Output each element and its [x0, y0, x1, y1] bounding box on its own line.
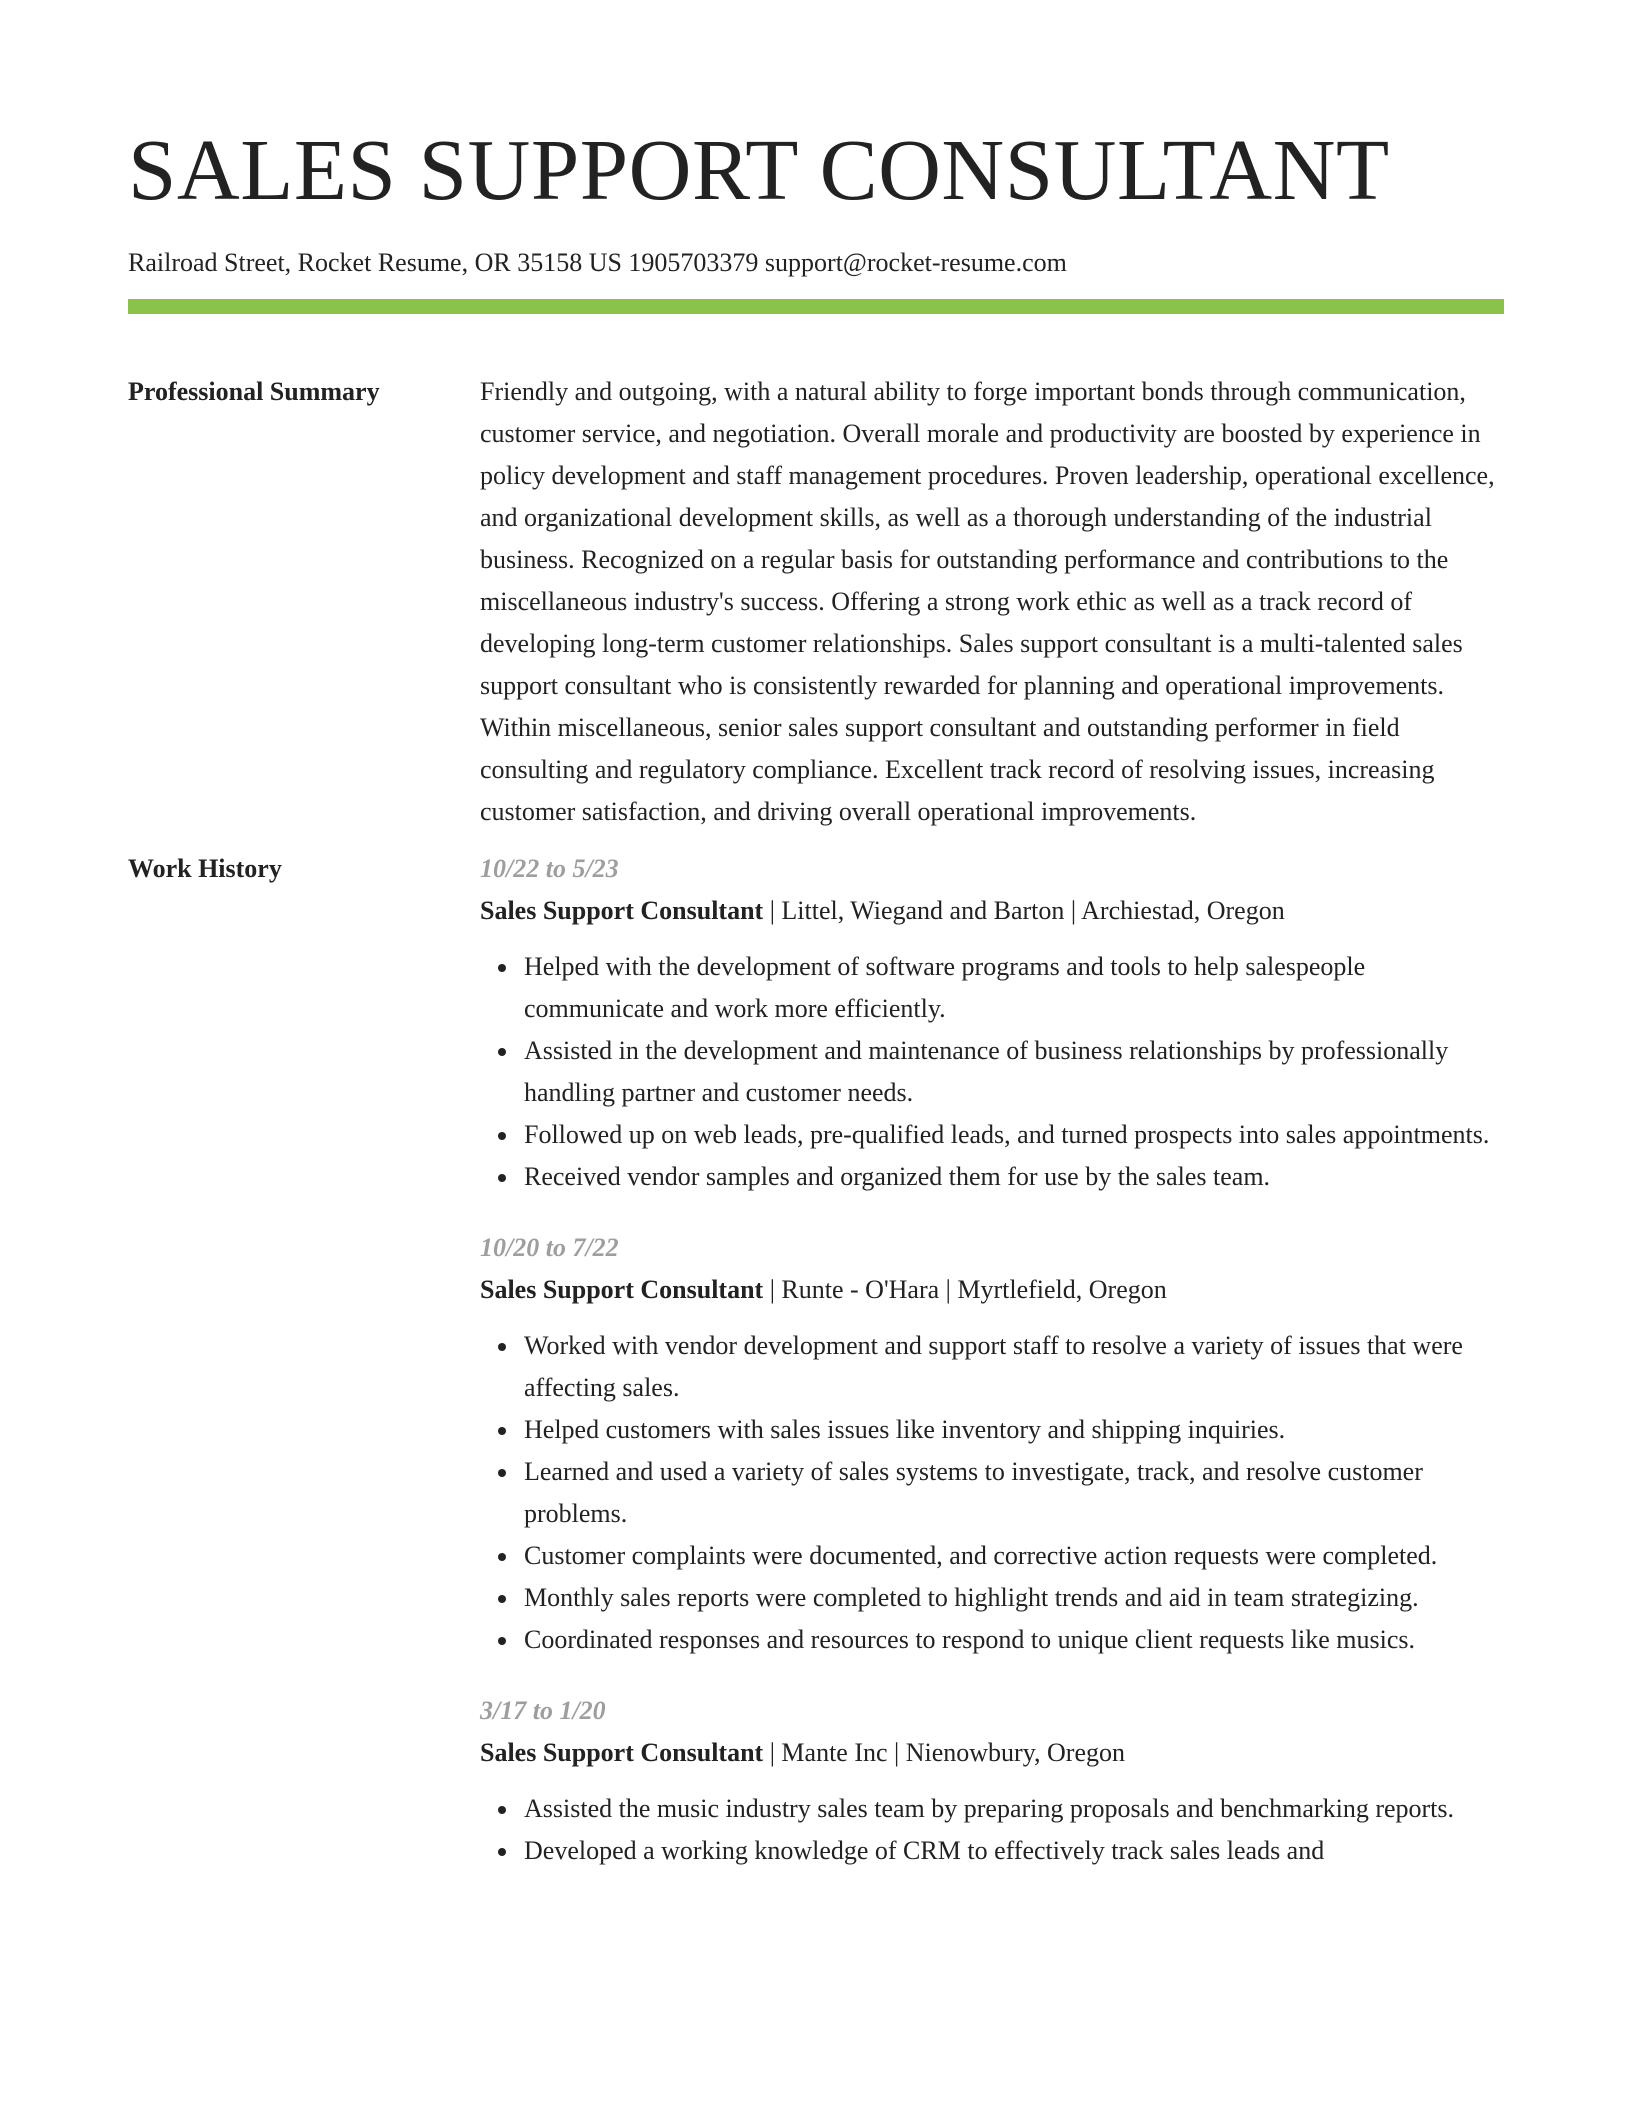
job-entry: [480, 848, 1504, 1198]
job-bullet: Helped with the development of software programs and tools to help salespeople communicate and work more efficiently.: [524, 946, 1504, 1030]
job-heading: [480, 890, 1504, 932]
resume-page: [128, 0, 1504, 1901]
section-label-summary: Professional Summary: [128, 377, 380, 406]
resume-title: SALES SUPPORT CONSULTANT: [128, 121, 1390, 218]
job-bullet: Coordinated responses and resources to respond to unique client requests like musics.: [524, 1619, 1504, 1661]
job-heading: [480, 1732, 1504, 1774]
job-dates: 3/17 to 1/20: [480, 1696, 606, 1725]
job-details: | Mante Inc | Nienowbury, Oregon: [763, 1738, 1125, 1767]
job-entry: [480, 1690, 1504, 1872]
job-bullet: Monthly sales reports were completed to highlight trends and aid in team strategizing.: [524, 1577, 1504, 1619]
job-bullet: Followed up on web leads, pre-qualified leads, and turned prospects into sales appointments.: [524, 1114, 1504, 1156]
job-bullet: Worked with vendor development and support staff to resolve a variety of issues that were affecting sales.: [524, 1325, 1504, 1409]
job-bullet: Helped customers with sales issues like inventory and shipping inquiries.: [524, 1409, 1504, 1451]
job-bullets: [480, 1788, 1504, 1872]
job-dates: 10/20 to 7/22: [480, 1233, 619, 1262]
job-details: | Runte - O'Hara | Myrtlefield, Oregon: [763, 1275, 1167, 1304]
job-role: Sales Support Consultant: [480, 896, 764, 925]
work-history-section: [128, 848, 1504, 1901]
job-role: Sales Support Consultant: [480, 1275, 764, 1304]
job-bullet: Received vendor samples and organized them for use by the sales team.: [524, 1156, 1504, 1198]
job-heading: [480, 1269, 1504, 1311]
job-bullet: Learned and used a variety of sales systems to investigate, track, and resolve customer problems.: [524, 1451, 1504, 1535]
job-dates: 10/22 to 5/23: [480, 854, 619, 883]
job-bullets: [480, 946, 1504, 1198]
job-bullet: Assisted in the development and maintenance of business relationships by professionally handling partner and customer needs.: [524, 1030, 1504, 1114]
work-history-list: [480, 848, 1504, 1901]
job-details: | Littel, Wiegand and Barton | Archiestad, Oregon: [763, 896, 1285, 925]
job-entry: [480, 1227, 1504, 1661]
job-bullet: Customer complaints were documented, and corrective action requests were completed.: [524, 1535, 1504, 1577]
job-bullets: [480, 1325, 1504, 1661]
job-bullet: Developed a working knowledge of CRM to effectively track sales leads and: [524, 1830, 1504, 1872]
accent-divider: [128, 299, 1504, 314]
summary-text: Friendly and outgoing, with a natural ability to forge important bonds through communication, customer service, and negotiation. Overall morale and productivity are boosted by experience in policy development and staff management procedures. Proven leadership, operational excellence, and organizational development skills, as well as a thorough understanding of the industrial business. Recognized on a regular basis for outstanding performance and contributions to the miscellaneous industry's success. Offering a strong work ethic as well as a track record of developing long-term customer relationships. Sales support consultant is a multi-talented sales support consultant who is consistently rewarded for planning and operational improvements. Within miscellaneous, senior sales support consultant and outstanding performer in field consulting and regulatory compliance. Excellent track record of resolving issues, increasing customer satisfaction, and driving overall operational improvements.: [480, 377, 1495, 826]
professional-summary-section: [128, 371, 1504, 833]
job-role: Sales Support Consultant: [480, 1738, 764, 1767]
contact-line: Railroad Street, Rocket Resume, OR 35158 US 1905703379 support@rocket-resume.com: [128, 248, 1067, 277]
section-label-work: Work History: [128, 854, 282, 883]
job-bullet: Assisted the music industry sales team by preparing proposals and benchmarking reports.: [524, 1788, 1504, 1830]
